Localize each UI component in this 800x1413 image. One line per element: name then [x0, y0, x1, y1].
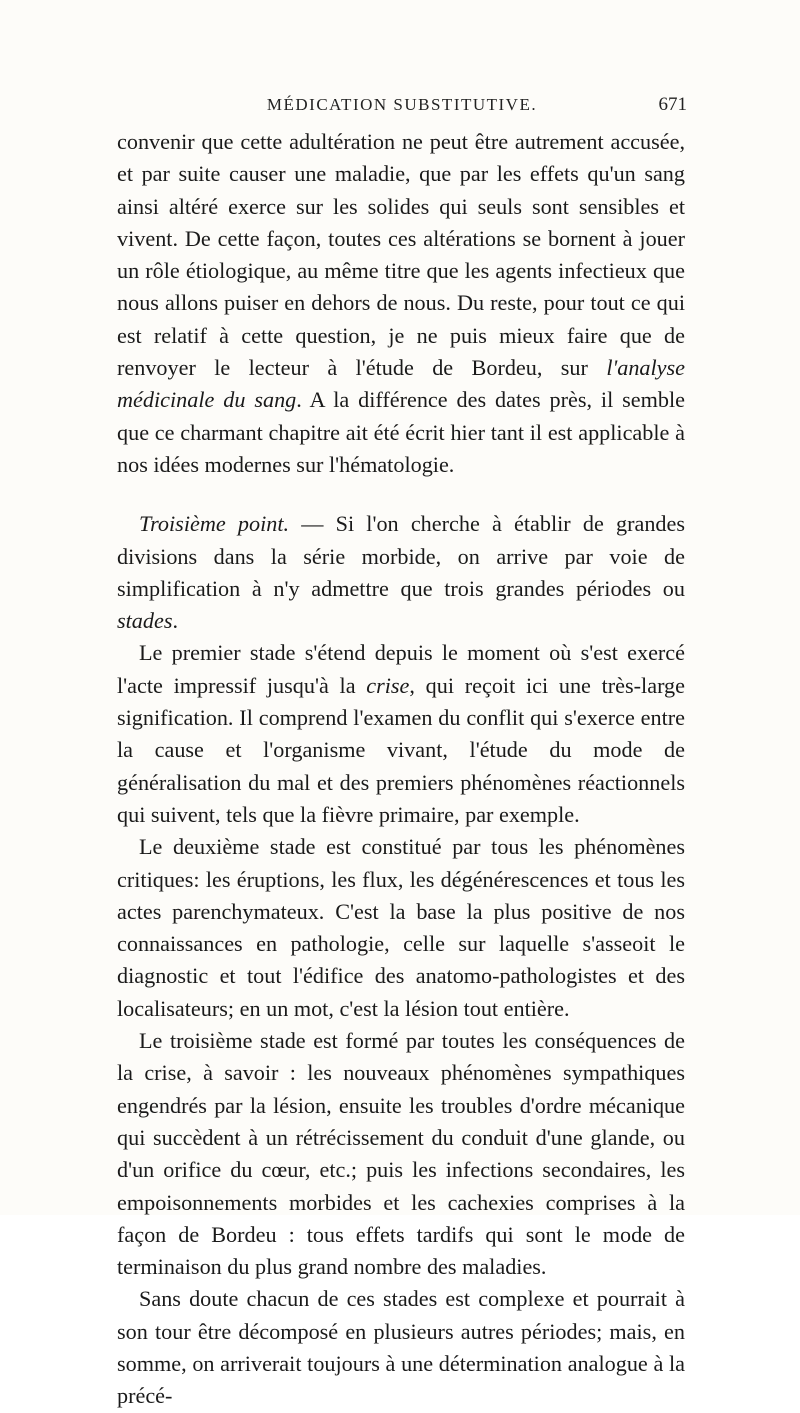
- paragraph-3-italic-crise: crise: [366, 672, 410, 698]
- paragraph-5: Le troisième stade est formé par toutes les conséquences de la crise, à savoir : les nouveaux phénomènes sympathiques engendrés par la lésion, ensuite les troubles d'ordre mécanique qui succèdent à un rétrécissement du conduit d'une glande, ou d'un orifice du cœur, etc.; puis les infections secondaires, les empoisonnements morbides et les cachexies comprises à la façon de Bordeu : tous effets tardifs qui sont le mode de terminaison du plus grand nombre des maladies.: [117, 1028, 685, 1280]
- body-text: [117, 126, 685, 1413]
- running-title: MÉDICATION SUBSTITUTIVE.: [266, 95, 538, 114]
- paragraph-3: [117, 637, 685, 831]
- paragraph-2-text-a: — Si l'on cherche à établir de grandes divisions dans la série morbide, on arrive par voie de simplification à n'y admettre que trois grandes périodes ou: [117, 511, 685, 601]
- paragraph-3-text-a: Le premier stade s'étend depuis le moment où s'est exercé l'acte impressif jusqu'à la: [117, 640, 685, 698]
- running-header: [117, 95, 687, 125]
- paragraph-1: [117, 126, 685, 481]
- page-number: 671: [658, 94, 687, 115]
- paragraph-1-text-b: . A la différence des dates près, il semble que ce charmant chapitre ait été écrit hier tant il est applicable à nos idées modernes sur l'hématologie.: [117, 387, 685, 477]
- paragraph-6: Sans doute chacun de ces stades est complexe et pourrait à son tour être décomposé en plusieurs autres périodes; mais, en somme, on arriverait toujours à une détermination analogue à la précé-: [117, 1286, 685, 1409]
- paragraph-2: [117, 508, 685, 637]
- paragraph-1-italic-title: l'analyse médicinale du sang: [117, 355, 685, 413]
- section-heading-troisieme-point: Troisième point.: [139, 511, 290, 537]
- paragraph-1-text-a: convenir que cette adultération ne peut être autrement accusée, et par suite causer une maladie, que par les effets qu'un sang ainsi altéré exerce sur les solides qui seuls sont sensibles et vivent. De cette façon, toutes ces altérations se bornent à jouer un rôle étiologique, au même titre que les agents infectieux que nous allons puiser en dehors de nous. Du reste, pour tout ce qui est relatif à cette question, je ne puis mieux faire que de renvoyer le lecteur à l'étude de Bordeu, sur: [117, 129, 685, 381]
- paragraph-2-text-b: .: [172, 608, 179, 634]
- paragraph-3-text-b: , qui reçoit ici une très-large signification. Il comprend l'examen du conflit qui s'exerce entre la cause et l'organisme vivant, l'étude du mode de généralisation du mal et des premiers phénomènes réactionnels qui suivent, tels que la fièvre primaire, par exemple.: [117, 672, 685, 827]
- section-gap: [117, 481, 685, 508]
- paragraph-2-italic-stades: stades: [117, 608, 173, 634]
- paragraph-4: Le deuxième stade est constitué par tous les phénomènes critiques: les éruptions, les flux, les dégénérescences et tous les actes parenchymateux. C'est la base la plus positive de nos connaissances en pathologie, celle sur laquelle s'asseoit le diagnostic et tout l'édifice des anatomo-pathologistes et des localisateurs; en un mot, c'est la lésion tout entière.: [117, 834, 685, 1021]
